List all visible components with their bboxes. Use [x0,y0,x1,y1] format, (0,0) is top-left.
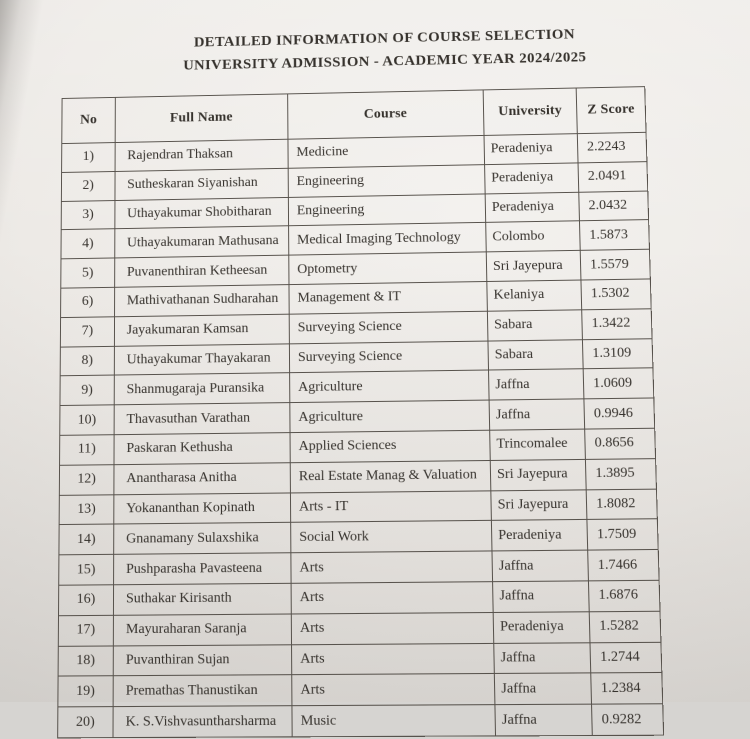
row-number-cell: 13) [59,494,114,525]
course-cell: Social Work [291,521,492,553]
course-cell: Medical Imaging Technology [289,223,487,256]
course-cell: Arts - IT [290,490,491,522]
full-name-cell: Anantharasa Anitha [114,462,291,494]
z-score-cell: 1.5579 [580,249,650,280]
z-score-cell: 1.3422 [582,309,652,340]
course-cell: Surveying Science [289,311,488,343]
full-name-cell: Premathas Thanustikan [113,675,292,707]
course-cell: Arts [292,674,495,706]
university-cell: Peradeniya [485,192,579,223]
university-cell: Jaffna [492,550,588,581]
row-number-cell: 9) [60,375,114,405]
university-cell: Jaffna [494,673,591,705]
row-number-cell: 6) [61,287,115,317]
university-cell: Peradeniya [493,612,590,643]
row-number-cell: 1) [62,143,116,173]
row-number-cell: 11) [60,435,115,465]
z-score-cell: 1.7509 [587,519,658,550]
course-cell: Agriculture [290,370,489,402]
row-number-cell: 17) [58,615,113,646]
row-number-cell: 12) [59,464,114,494]
z-score-cell: 1.8082 [586,489,657,520]
z-score-cell: 0.9946 [584,398,655,429]
university-cell: Jaffna [489,399,585,430]
row-number-cell: 10) [60,405,114,435]
table-row [59,580,661,615]
full-name-cell: Gnanamany Sulaxshika [114,523,291,555]
course-cell: Arts [291,582,493,614]
full-name-cell: Suthakar Kirisanth [113,583,291,615]
row-number-cell: 15) [59,554,114,585]
full-name-cell: Pushparasha Pavasteena [114,553,292,585]
z-score-cell: 1.2384 [591,673,663,704]
university-cell: Sri Jayepura [491,489,587,520]
z-score-cell: 1.5302 [581,279,651,310]
full-name-cell: Puvanenthiran Ketheesan [115,255,289,287]
course-cell: Surveying Science [289,341,488,373]
row-number-cell: 20) [58,707,113,738]
full-name-cell: Uthayakumaran Mathusana [115,226,289,258]
row-number-cell: 2) [61,171,115,201]
z-score-cell: 1.3109 [582,338,653,369]
z-score-cell: 2.0491 [578,161,648,191]
z-score-cell: 1.7466 [588,550,659,581]
full-name-cell: Uthayakumar Thayakaran [114,343,289,375]
course-cell: Medicine [288,135,485,168]
university-cell: Jaffna [495,704,592,736]
row-number-cell: 4) [61,229,115,259]
full-name-cell: Jayakumaran Kamsan [114,314,289,346]
z-score-cell: 1.5282 [589,611,661,642]
course-cell: Agriculture [290,400,490,432]
full-name-cell: Thavasuthan Varathan [114,403,290,435]
university-cell: Sri Jayepura [490,459,586,490]
course-cell: Engineering [288,164,485,197]
z-score-cell: 1.2744 [590,642,662,673]
course-cell: Music [292,705,496,737]
paper-sheet [0,1,750,730]
table-row [58,642,662,677]
university-cell: Peradeniya [485,163,579,194]
university-cell: Sabara [487,310,582,341]
university-cell: Kelaniya [487,280,582,311]
university-cell: Trincomalee [490,429,586,460]
document-header [7,1,743,82]
university-cell: Jaffna [494,642,591,673]
table-row [58,611,661,646]
full-name-cell: Rajendran Thaksan [115,139,288,171]
column-header-course: Course [288,90,484,139]
course-cell: Applied Sciences [290,430,490,462]
z-score-cell: 0.8656 [585,428,656,459]
full-name-cell: Yokananthan Kopinath [114,493,291,525]
table-body [58,132,664,737]
z-score-cell: 1.3895 [585,458,656,489]
course-cell: Optometry [289,252,487,285]
course-cell: Arts [291,612,493,644]
university-cell: Colombo [486,221,581,252]
full-name-cell: Paskaran Kethusha [114,433,290,465]
z-score-cell: 0.9282 [592,704,664,736]
z-score-cell: 2.2243 [577,132,647,162]
document-title-line2: UNIVERSITY ADMISSION - ACADEMIC YEAR 2024/2025 [183,49,587,74]
column-header-z-score: Z Score [576,87,646,134]
z-score-cell: 2.0432 [579,191,649,222]
table-row [59,550,659,586]
university-cell: Sri Jayepura [486,251,581,282]
full-name-cell: Mayuraharan Saranja [113,614,291,646]
course-cell: Management & IT [289,281,487,313]
course-cell: Engineering [288,194,485,227]
university-cell: Peradeniya [484,134,578,165]
university-cell: Jaffna [493,581,590,612]
z-score-cell: 1.6876 [588,580,660,611]
course-selection-table [57,86,664,738]
university-cell: Jaffna [489,369,584,400]
course-cell: Real Estate Manag & Valuation [290,460,491,492]
row-number-cell: 7) [60,317,114,347]
full-name-cell: Mathivathanan Sudharahan [115,285,290,317]
course-cell: Arts [291,551,493,583]
column-header-university: University [483,88,577,135]
row-number-cell: 16) [59,585,114,616]
row-number-cell: 8) [60,346,114,376]
column-header-no: No [62,97,116,143]
row-number-cell: 18) [58,646,113,677]
z-score-cell: 1.0609 [583,368,654,399]
document-title-line1: DETAILED INFORMATION OF COURSE SELECTION [193,26,576,51]
row-number-cell: 5) [61,258,115,288]
full-name-cell: Sutheskaran Siyanishan [115,168,288,200]
row-number-cell: 14) [59,524,114,555]
course-cell: Arts [292,643,495,675]
university-cell: Peradeniya [491,520,587,551]
table-row [58,704,664,738]
full-name-cell: Shanmugaraja Puransika [114,373,290,405]
column-header-full-name: Full Name [115,94,288,143]
row-number-cell: 19) [58,676,113,707]
z-score-cell: 1.5873 [579,220,649,251]
full-name-cell: K. S.Vishvasuntharsharma [113,706,292,738]
full-name-cell: Uthayakumar Shobitharan [115,197,289,229]
university-cell: Sabara [488,339,583,370]
row-number-cell: 3) [61,200,115,230]
full-name-cell: Puvanthiran Sujan [113,644,292,676]
